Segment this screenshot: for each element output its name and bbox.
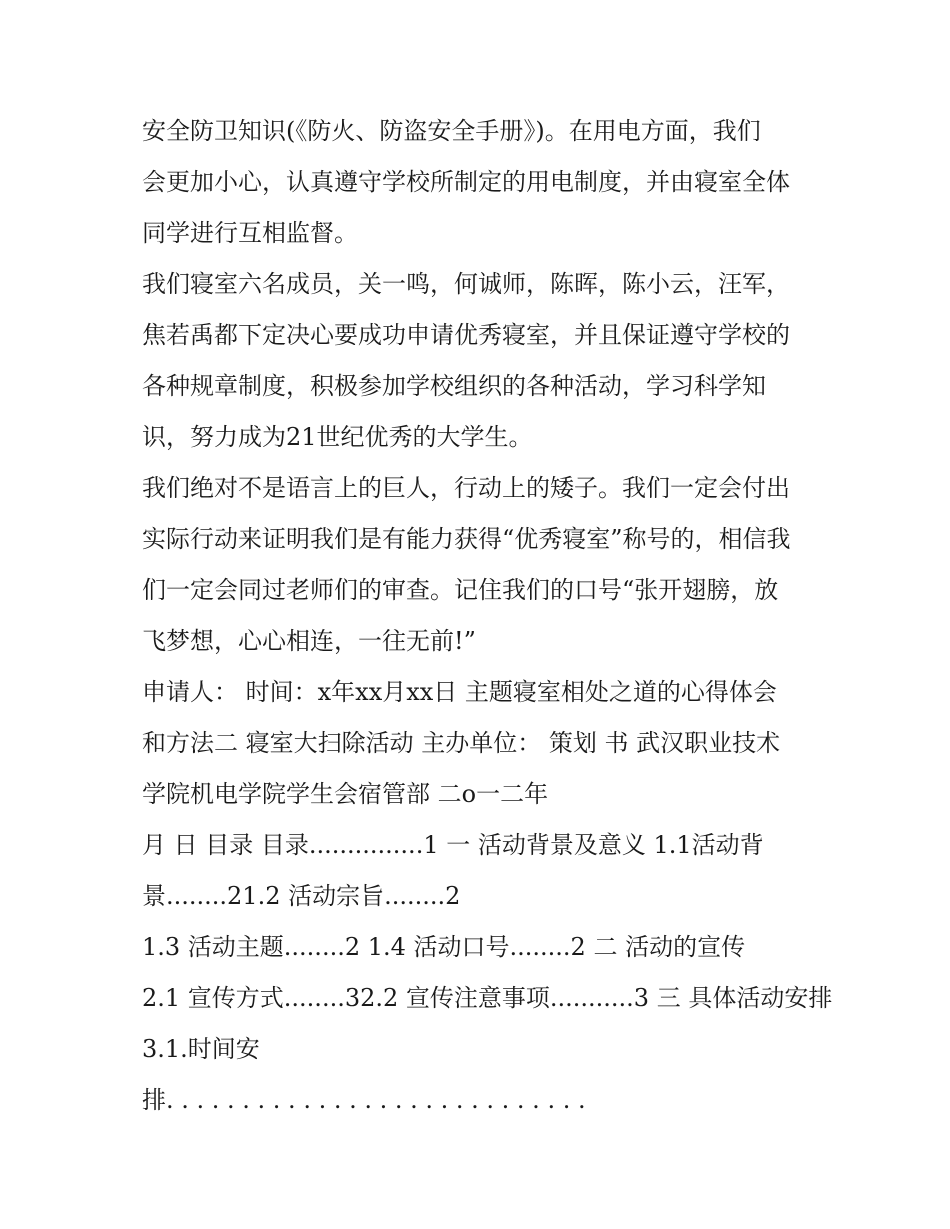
text-line: 识，努力成为21世纪优秀的大学生。: [142, 423, 533, 451]
toc-line: 1.3 活动主题........2 1.4 活动口号........2 二 活动的宣传: [142, 933, 746, 961]
toc-line: 月 日 目录 目录...............1 一 活动背景及意义 1.1活动背: [142, 831, 764, 859]
text-line: 我们绝对不是语言上的巨人，行动上的矮子。我们一定会付出: [142, 474, 790, 502]
paragraph-applicant: [142, 667, 822, 820]
text-line: 们一定会同过老师们的审查。记住我们的口号“张开翅膀，放: [142, 576, 779, 604]
table-of-contents: [142, 820, 833, 1126]
toc-line: 2.1 宣传方式........32.2 宣传注意事项...........3 三 具体活动安排: [142, 984, 833, 1012]
toc-line: 景........21.2 活动宗旨........2: [142, 882, 461, 910]
text-line: 申请人： 时间：x年xx月xx日 主题寝室相处之道的心得体会: [142, 678, 777, 706]
text-line: 会更加小心，认真遵守学校所制定的用电制度，并由寝室全体: [142, 168, 790, 196]
text-line: 各种规章制度，积极参加学校组织的各种活动，学习科学知: [142, 372, 766, 400]
text-line: 安全防卫知识(《防火、防盗安全手册》)。在用电方面，我们: [142, 117, 761, 145]
text-line: 焦若禹都下定决心要成功申请优秀寝室，并且保证遵守学校的: [142, 321, 790, 349]
paragraph-members: [142, 259, 822, 463]
paragraph-safety: [142, 106, 822, 259]
paragraph-commitment: [142, 463, 822, 667]
text-line: 我们寝室六名成员，关一鸣，何诚师，陈晖，陈小云，汪军，: [142, 270, 790, 298]
document-body: [142, 106, 833, 1126]
text-line: 同学进行互相监督。: [142, 219, 358, 247]
text-line: 和方法二 寝室大扫除活动 主办单位： 策划 书 武汉职业技术: [142, 729, 781, 757]
text-line: 学院机电学院学生会宿管部 二o一二年: [142, 780, 549, 808]
toc-line: 3.1.时间安: [142, 1035, 260, 1063]
text-line: 飞梦想，心心相连，一往无前!”: [142, 627, 476, 655]
toc-line: 排. . . . . . . . . . . . . . . . . . . . . . . . . . . .: [142, 1086, 586, 1114]
text-line: 实际行动来证明我们是有能力获得“优秀寝室”称号的，相信我: [142, 525, 791, 553]
